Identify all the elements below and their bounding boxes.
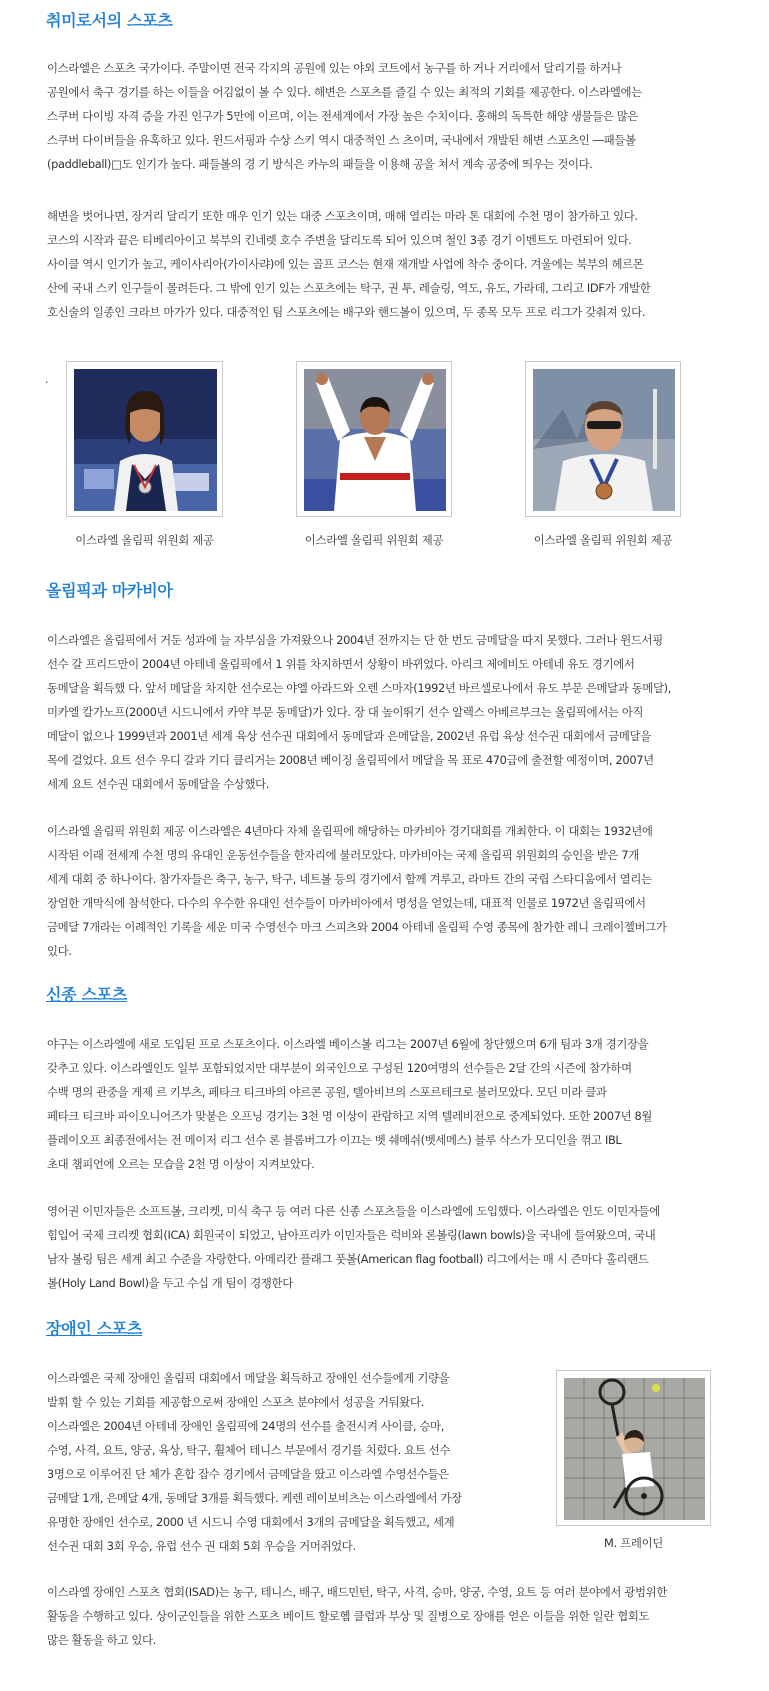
- text-line: 공원에서 축구 경기를 하는 이들을 어김없이 볼 수 있다. 해변은 스포츠를 즐길 수 있는 최적의 기회를 제공한다. 이스라엘에는: [47, 85, 642, 99]
- text-line: 발휘 할 수 있는 기회를 제공함으로써 장애인 스포츠 분야에서 성공을 거둬왔다.: [47, 1395, 424, 1409]
- text-line: 금메달 1개, 은메달 4개, 동메달 3개를 획득했다. 케렌 레이보비츠는 이스라엘에서 가장: [47, 1491, 462, 1505]
- text-line: 호신술의 일종인 크라브 마가가 있다. 대중적인 팀 스포츠에는 배구와 핸드볼이 있으며, 두 종목 모두 프로 리그가 갖춰져 있다.: [47, 305, 646, 319]
- heading-disabled-sports: 장애인 스포츠: [46, 1319, 143, 1338]
- text-line: 사이클 역시 인기가 높고, 케이사리아(가이사랴)에 있는 골프 코스는 현재 재개발 사업에 착수 중이다. 겨울에는 북부의 헤르몬: [47, 257, 644, 271]
- photo-frame-3: [525, 361, 681, 517]
- text-line: 갖추고 있다. 이스라엘인도 일부 포함되었지만 대부분이 외국인으로 구성된 120여명의 선수들은 2달 간의 시즌에 참가하며: [47, 1061, 632, 1075]
- text-line: 힘입어 국제 크리켓 협회(ICA) 회원국이 되었고, 남아프리카 이민자들은 럭비와 론볼링(lawn bowls)을 국내에 들여왔으며, 국내: [47, 1228, 656, 1242]
- text-line: 3명으로 이루어진 단 체가 혼합 잡수 경기에서 금메달을 땄고 이스라엘 수영선수들은: [47, 1467, 449, 1481]
- photo-caption-4: M. 프레이딘: [604, 1536, 663, 1550]
- text-line: 페타크 티크바 파이오니어즈가 맞붙은 오프닝 경기는 3천 명 이상이 관람하고 지역 텔레비전으로 중계되었다. 또한 2007년 8월: [47, 1109, 653, 1123]
- text-line: 이스라엘 장애인 스포츠 협회(ISAD)는 농구, 테니스, 배구, 배드민턴, 탁구, 사격, 승마, 양궁, 수영, 요트 등 여러 분야에서 광범위한: [47, 1585, 667, 1599]
- text-line: 야구는 이스라엘에 새로 도입된 프로 스포츠이다. 이스라엘 베이스볼 리그는 2007년 6월에 창단했으며 6개 팀과 3개 경기장을: [47, 1037, 649, 1051]
- heading-new-sports: 신종 스포츠: [46, 985, 128, 1004]
- photo-caption-3: 이스라엘 올림픽 위원회 제공: [533, 533, 673, 547]
- text-line: 코스의 시작과 끝은 티베리아이고 북부의 킨네렛 호수 주변을 달리도록 되어 있으며 철인 3종 경기 이벤트도 마련되어 있다.: [47, 233, 632, 247]
- text-line: 동메달을 획득했 다. 앞서 메달을 차지한 선수로는 야엘 아라드와 오렌 스마자(1992년 바르셀로나에서 유도 부문 은메달과 동메달),: [47, 681, 672, 695]
- wheelchair-tennis-player-photo: [564, 1378, 705, 1520]
- text-line: 남자 볼링 팀은 세계 최고 수준을 자랑한다. 아메리칸 플래그 풋볼(American flag football) 리그에서는 매 시 즌마다 홀리랜드: [47, 1252, 649, 1266]
- text-line: 영어권 이민자들은 소프트볼, 크리켓, 미식 축구 등 여러 다른 신종 스포츠들을 이스라엘에 도입했다. 이스라엘은 인도 이민자들에: [47, 1204, 660, 1218]
- man-in-sunglasses-with-medal-photo: [533, 369, 675, 511]
- paragraph-newsports-1: [47, 1032, 762, 1176]
- paragraph-olympic-1: [47, 628, 762, 796]
- text-line: 목에 걸었다. 요트 선수 우디 갈과 기디 클리거는 2008년 베이징 올림픽에서 메달을 목 표로 470급에 출전할 예정이며, 2007년: [47, 753, 654, 767]
- paragraph-newsports-2: [47, 1199, 762, 1295]
- athlete-with-medal-photo: [74, 369, 217, 511]
- stray-dot: .: [45, 373, 49, 386]
- text-line: 산에 국내 스키 인구들이 몰려든다. 그 밖에 인기 있는 스포츠에는 탁구, 권 투, 레슬링, 역도, 유도, 가라데, 그리고 IDF가 개발한: [47, 281, 651, 295]
- heading-hobby-sports: 취미로서의 스포츠: [46, 11, 173, 30]
- text-line: 스쿠버 다이버들을 유혹하고 있다. 윈드서핑과 수상 스키 역시 대중적인 스 츠이며, 국내에서 개발된 해변 스포츠인 ―패들볼: [47, 133, 636, 147]
- text-line: 금메달 7개라는 이례적인 기록을 세운 미국 수영선수 마크 스피츠와 2004 아테네 올림픽 수영 종목에 참가한 레니 크레이젤버그가: [47, 920, 667, 934]
- photo-frame-1: [66, 361, 223, 517]
- paragraph-hobby-1: [47, 56, 762, 176]
- text-line: 세계 요트 선수권 대회에서 동메달을 수상했다.: [47, 777, 270, 791]
- photo-caption-1: 이스라엘 올림픽 위원회 제공: [75, 533, 214, 547]
- text-line: 선수권 대회 3회 우승, 유럽 선수 권 대회 5회 우승을 거머쥐었다.: [47, 1539, 356, 1553]
- text-line: 이스라엘은 2004년 아테네 장애인 올림픽에 24명의 선수를 출전시켜 사이클, 승마,: [47, 1419, 444, 1433]
- text-line: 이스라엘은 스포츠 국가이다. 주말이면 전국 각지의 공원에 있는 야외 코트에서 농구를 하 거나 거리에서 달리기를 하거나: [47, 61, 622, 75]
- text-line: 메달이 없으나 1999년과 2001년 세계 육상 선수권 대회에서 동메달과 은메달을, 2002년 유럽 육상 선수권 대회에서 금메달을: [47, 729, 651, 743]
- text-line: (paddleball)□도 인기가 높다. 패들볼의 경 기 방식은 카누의 패들을 이용해 공을 쳐서 계속 공중에 띄우는 것이다.: [47, 157, 593, 171]
- text-line: 많은 활동을 하고 있다.: [47, 1633, 156, 1647]
- judo-athlete-raising-arms-photo: [304, 369, 446, 511]
- paragraph-hobby-2: [47, 204, 762, 324]
- text-line: 이스라엘은 올림픽에서 거둔 성과에 늘 자부심을 가져왔으나 2004년 전까지는 단 한 번도 금메달을 따지 못했다. 그러나 윈드서핑: [47, 633, 663, 647]
- text-line: 이스라엘 올림픽 위원회 제공 이스라엘은 4년마다 자체 올림픽에 해당하는 마카비아 경기대회를 개최한다. 이 대회는 1932년에: [47, 824, 653, 838]
- photo-caption-2: 이스라엘 올림픽 위원회 제공: [304, 533, 444, 547]
- photo-frame-2: [296, 361, 452, 517]
- heading-olympic-maccabiah: 올림픽과 마카비아: [46, 581, 173, 600]
- photo-frame-4: [556, 1370, 711, 1526]
- text-line: 이스라엘은 국제 장애인 올림픽 대회에서 메달을 획득하고 장애인 선수들에게 기량을: [47, 1371, 450, 1385]
- paragraph-disabled-2: [47, 1580, 762, 1652]
- text-line: 플레이오프 최종전에서는 전 메이저 리그 선수 론 블롬버그가 이끄는 벳 쉐메쉬(벳세메스) 블루 삭스가 모디인을 꺾고 IBL: [47, 1133, 622, 1147]
- text-line: 시작된 이래 전세계 수천 명의 유대인 운동선수들을 한자리에 불러모았다. 마카비아는 국제 올림픽 위원회의 승인을 받은 7개: [47, 848, 639, 862]
- text-line: 장엄한 개막식에 참석한다. 다수의 우수한 유대인 선수들이 마카비아에서 명성을 얻었는데, 대표적 인물로 1972년 올림픽에서: [47, 896, 646, 910]
- text-line: 미카엘 칼가노프(2000년 시드니에서 카약 부문 동메달)가 있다. 장 대 높이뛰기 선수 알렉스 아베르부크는 올림픽에서는 아직: [47, 705, 644, 719]
- paragraph-disabled-1: [47, 1366, 537, 1558]
- text-line: 선수 갈 프리드만이 2004년 아테네 올림픽에서 1 위를 차지하면서 상황이 바뀌었다. 아리크 제에비도 아테네 유도 경기에서: [47, 657, 635, 671]
- text-line: 활동을 수행하고 있다. 상이군인들을 위한 스포츠 베이트 할로헴 클럽과 부상 및 질병으로 장애를 얻은 이들을 위한 일란 협회도: [47, 1609, 650, 1623]
- text-line: 수영, 사격, 요트, 양궁, 육상, 탁구, 휠체어 테니스 부문에서 경기를 치렀다. 요트 선수: [47, 1443, 451, 1457]
- text-line: 유명한 장애인 선수로, 2000 년 시드니 수영 대회에서 3개의 금메달을 획득했고, 세계: [47, 1515, 455, 1529]
- text-line: 해변을 벗어나면, 장거리 달리기 또한 매우 인기 있는 대중 스포츠이며, 매해 열리는 마라 톤 대회에 수천 명이 참가하고 있다.: [47, 209, 638, 223]
- text-line: 세계 대회 중 하나이다. 참가자들은 축구, 농구, 탁구, 네트볼 등의 경기에서 함께 겨루고, 라마트 간의 국립 스타디움에서 열리는: [47, 872, 652, 886]
- text-line: 초대 챔피언에 오르는 모습을 2천 명 이상이 지켜보았다.: [47, 1157, 315, 1171]
- text-line: 수백 명의 관중을 게제 르 키부츠, 페타크 티크바의 야르콘 공원, 텔아비브의 스포르테크로 불러모았다. 모딘 미라 클과: [47, 1085, 607, 1099]
- text-line: 스쿠버 다이빙 자격 증을 가진 인구가 5만에 이르며, 이는 전세계에서 가장 높은 수치이다. 홍해의 독특한 해양 생물들은 많은: [47, 109, 639, 123]
- text-line: 있다.: [47, 944, 72, 958]
- text-line: 볼(Holy Land Bowl)을 두고 수십 개 팀이 경쟁한다: [47, 1276, 293, 1290]
- paragraph-olympic-2: [47, 819, 762, 963]
